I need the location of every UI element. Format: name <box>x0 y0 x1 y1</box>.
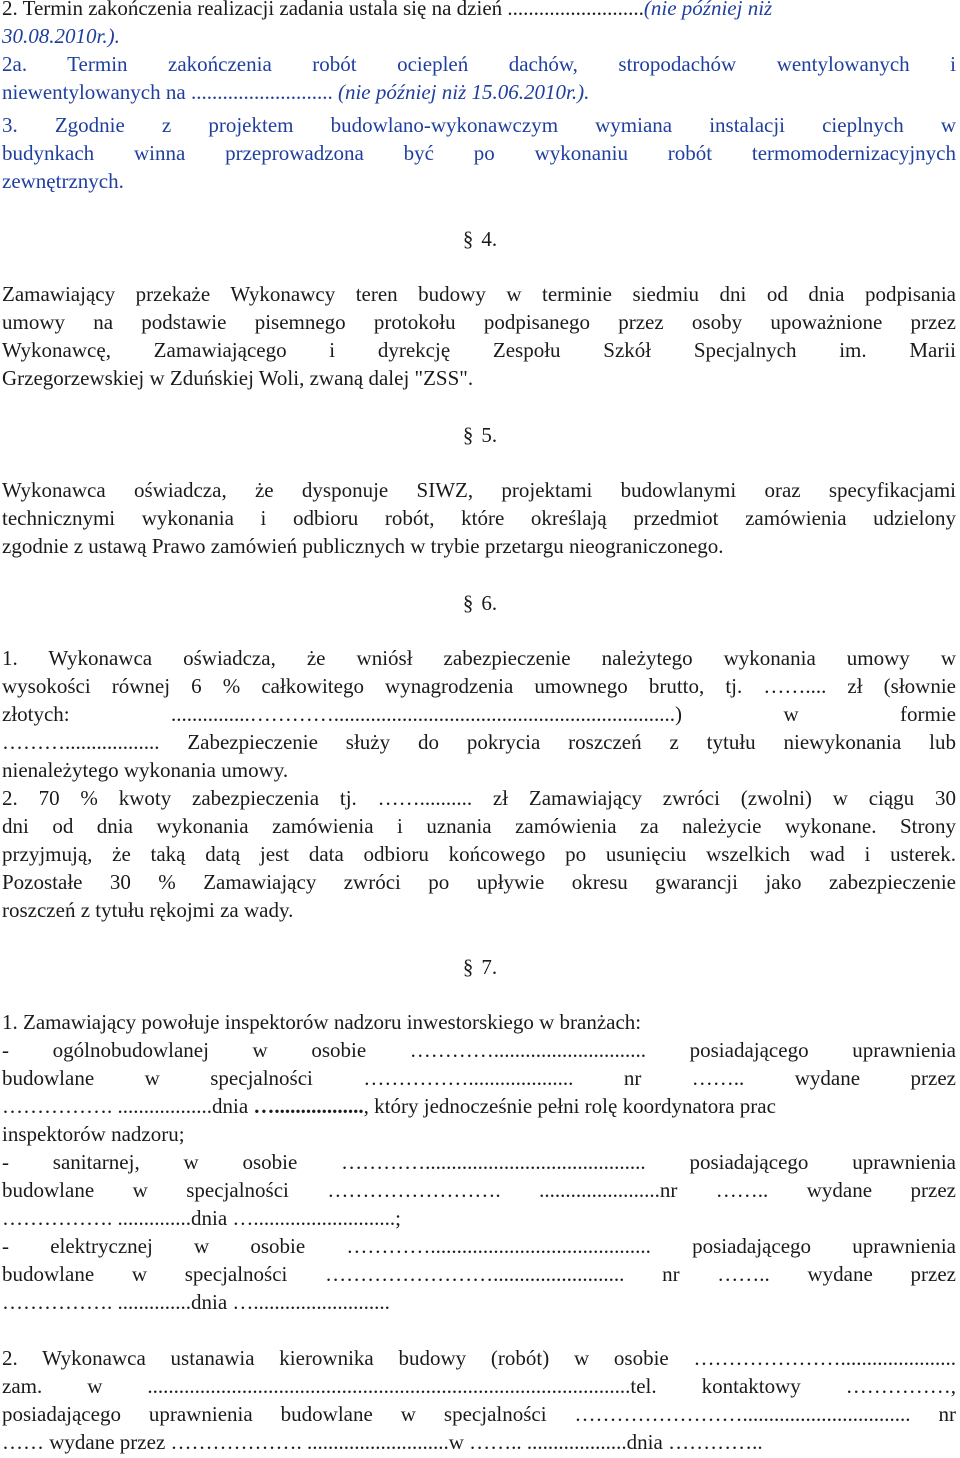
section-6-line-10: roszczeń z tytułu rękojmi za wady. <box>2 898 294 922</box>
section-7-line-12: 2. Wykonawca ustanawia kierownika budowy (robót) w osobie …………………...................... <box>2 1346 956 1370</box>
clause-3-line-2: budynkach winna przeprowadzona być po wykonaniu robót termomodernizacyjnych <box>2 141 956 165</box>
section-7-line-1: 1. Zamawiający powołuje inspektorów nadzoru inwestorskiego w branżach: <box>2 1010 642 1034</box>
section-4-heading <box>0 225 960 253</box>
section-7-date-field: …................. <box>253 1094 364 1118</box>
section-5-heading <box>0 421 960 449</box>
section-6-line-3: złotych: ...............………….................................................................) w formie <box>2 702 956 726</box>
section-symbol: § <box>462 591 474 615</box>
section-7-line-8: ……………. ..............dnia …...........................; <box>2 1206 401 1230</box>
clause-3-line-3: zewnętrznych. <box>2 169 124 193</box>
section-6-line-5: nienależytego wykonania umowy. <box>2 758 289 782</box>
clause-2-deadline-note: (nie później niż <box>643 0 773 20</box>
section-4-line-4: Grzegorzewskiej w Zduńskiej Woli, zwaną dalej "ZSS". <box>2 366 474 390</box>
section-4-line-3: Wykonawcę, Zamawiającego i dyrekcję Zespołu Szkół Specjalnych im. Marii <box>2 338 956 362</box>
section-6-heading <box>0 589 960 617</box>
section-5-line-1: Wykonawca oświadcza, że dysponuje SIWZ, projektami budowlanymi oraz specyfikacjami <box>2 478 956 502</box>
section-7-line-6: - sanitarnej, w osobie ………….......................................... posiadającego uprawnienia <box>2 1150 956 1174</box>
section-6-line-8: przyjmują, że taką datą jest data odbioru końcowego po usunięciu wszelkich wad i usterek. <box>2 842 956 866</box>
clause-3-line-1: 3. Zgodnie z projektem budowlano-wykonawczym wymiana instalacji cieplnych w <box>2 113 956 137</box>
section-7-line-15: …… wydane przez ………………. ...........................w …….. ...................dnia ………….. <box>2 1430 763 1454</box>
section-6-line-6: 2. 70 % kwoty zabezpieczenia tj. …….......... zł Zamawiający zwróci (zwolni) w ciągu 30 <box>2 786 956 810</box>
section-4-line-1: Zamawiający przekaże Wykonawcy teren budowy w terminie siedmiu dni od dnia podpisania <box>2 282 956 306</box>
section-7-line-10: budowlane w specjalności ……………………......................... nr …….. wydane przez <box>2 1262 956 1286</box>
section-7-line-7: budowlane w specjalności ……………………. .......................nr …….. wydane przez <box>2 1178 956 1202</box>
clause-2a-line-1: 2a. Termin zakończenia robót ociepleń dachów, stropodachów wentylowanych i <box>2 52 956 76</box>
section-7-line-14: posiadającego uprawnienia budowlane w specjalności ……………………................................ nr <box>2 1402 956 1426</box>
section-7-line-3: budowlane w specjalności …………….................... nr …….. wydane przez <box>2 1066 956 1090</box>
section-5-line-2: technicznymi wykonania i odbioru robót, które określają przedmiot zamówienia udzielony <box>2 506 956 530</box>
section-6-line-9: Pozostałe 30 % Zamawiający zwróci po upływie okresu gwarancji jako zabezpieczenie <box>2 870 956 894</box>
section-number: 6. <box>481 591 498 615</box>
section-6-line-1: 1. Wykonawca oświadcza, że wniósł zabezpieczenie należytego wykonania umowy w <box>2 646 956 670</box>
section-7-line-4-end: , który jednocześnie pełni rolę koordynatora prac <box>363 1094 776 1118</box>
section-symbol: § <box>462 227 474 251</box>
section-7-line-4 <box>2 1092 776 1120</box>
section-7-heading <box>0 953 960 981</box>
section-number: 4. <box>481 227 498 251</box>
clause-2-text: 2. Termin zakończenia realizacji zadania ustala się na dzień .......................... <box>2 0 644 20</box>
section-symbol: § <box>462 955 474 979</box>
section-symbol: § <box>462 423 474 447</box>
section-7-line-5: inspektorów nadzoru; <box>2 1122 185 1146</box>
section-6-line-2: wysokości równej 6 % całkowitego wynagrodzenia umownego brutto, tj. …….... zł (słownie <box>2 674 956 698</box>
section-6-line-7: dni od dnia wykonania zamówienia i uznania zamówienia za należycie wykonane. Strony <box>2 814 956 838</box>
section-7-line-11: ……………. ..............dnia ….......................... <box>2 1290 390 1314</box>
section-7-line-2: - ogólnobudowlanej w osobie …………............................. posiadającego uprawnienia <box>2 1038 956 1062</box>
clause-2-line-2: 30.08.2010r.). <box>2 24 120 48</box>
section-7-line-13: zam. w ............................................................................................tel. kontaktowy ……………, <box>2 1374 956 1398</box>
section-7-line-9: - elektrycznej w osobie ………….......................................... posiadającego uprawnienia <box>2 1234 956 1258</box>
section-number: 5. <box>481 423 498 447</box>
section-number: 7. <box>481 955 498 979</box>
clause-2a-line-2 <box>2 78 589 106</box>
clause-2-line-1 <box>2 0 772 22</box>
section-7-line-4-start: ……………. ..................dnia <box>2 1094 254 1118</box>
section-6-line-4: ……….................. Zabezpieczenie służy do pokrycia roszczeń z tytułu niewykonania lub <box>2 730 956 754</box>
section-4-line-2: umowy na podstawie pisemnego protokołu podpisanego przez osoby upoważnione przez <box>2 310 956 334</box>
clause-2a-deadline-note: (nie później niż 15.06.2010r.). <box>337 80 590 104</box>
clause-2a-text: niewentylowanych na ........................... <box>2 80 338 104</box>
section-5-line-3: zgodnie z ustawą Prawo zamówień publicznych w trybie przetargu nieograniczonego. <box>2 534 724 558</box>
